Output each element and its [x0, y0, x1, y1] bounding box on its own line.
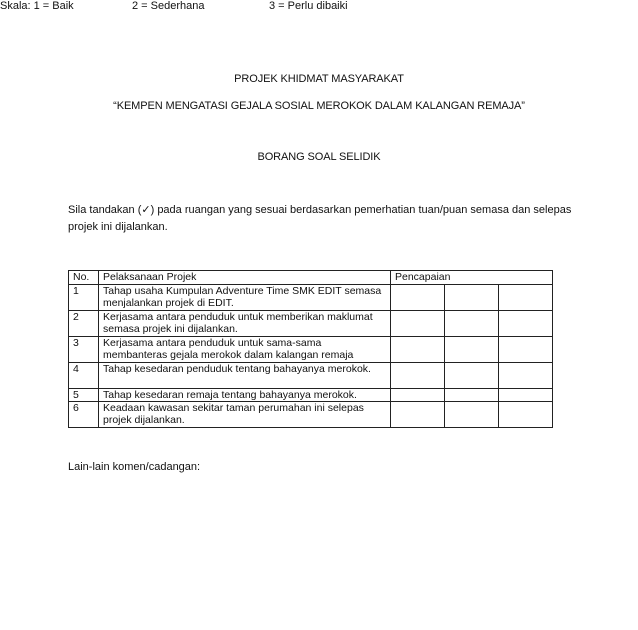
survey-table	[68, 270, 553, 428]
rating-cell-3[interactable]	[499, 363, 553, 389]
rating-cell-3[interactable]	[499, 285, 553, 311]
scale-needs-improvement: 3 = Perlu dibaiki	[269, 0, 348, 12]
rating-cell-3[interactable]	[499, 337, 553, 363]
rating-scale	[0, 0, 500, 16]
header-no: No.	[69, 271, 99, 285]
rating-cell-1[interactable]	[391, 389, 445, 402]
rating-cell-2[interactable]	[445, 285, 499, 311]
scale-moderate: 2 = Sederhana	[132, 0, 205, 12]
row-number: 3	[69, 337, 99, 363]
campaign-title: “KEMPEN MENGATASI GEJALA SOSIAL MEROKOK DALAM KALANGAN REMAJA”	[113, 100, 525, 112]
rating-cell-3[interactable]	[499, 389, 553, 402]
table-header-row	[69, 271, 553, 285]
table-row	[69, 311, 553, 337]
rating-cell-1[interactable]	[391, 337, 445, 363]
row-number: 4	[69, 363, 99, 389]
rating-cell-2[interactable]	[445, 337, 499, 363]
row-number: 5	[69, 389, 99, 402]
table-row	[69, 363, 553, 389]
row-task: Keadaan kawasan sekitar taman perumahan ini selepas projek dijalankan.	[99, 402, 391, 428]
table-row	[69, 389, 553, 402]
row-number: 2	[69, 311, 99, 337]
table-row	[69, 337, 553, 363]
header-score: Pencapaian	[391, 271, 553, 285]
comments-label: Lain-lain komen/cadangan:	[68, 461, 201, 473]
row-task: Kerjasama antara penduduk untuk memberikan maklumat semasa projek ini dijalankan.	[99, 311, 391, 337]
header-task: Pelaksanaan Projek	[99, 271, 391, 285]
rating-cell-1[interactable]	[391, 285, 445, 311]
rating-cell-2[interactable]	[445, 402, 499, 428]
rating-cell-1[interactable]	[391, 311, 445, 337]
table-row	[69, 402, 553, 428]
rating-cell-1[interactable]	[391, 363, 445, 389]
form-title: BORANG SOAL SELIDIK	[257, 151, 381, 163]
row-task: Tahap usaha Kumpulan Adventure Time SMK EDIT semasa menjalankan projek di EDIT.	[99, 285, 391, 311]
rating-cell-1[interactable]	[391, 402, 445, 428]
row-task: Tahap kesedaran remaja tentang bahayanya merokok.	[99, 389, 391, 402]
table-row	[69, 285, 553, 311]
row-number: 1	[69, 285, 99, 311]
instructions: Sila tandakan (✓) pada ruangan yang sesuai berdasarkan pemerhatian tuan/puan semasa dan selepas projek ini dijalankan.	[68, 204, 572, 233]
row-task: Tahap kesedaran penduduk tentang bahayanya merokok.	[99, 363, 391, 389]
rating-cell-3[interactable]	[499, 311, 553, 337]
scale-good: Skala: 1 = Baik	[0, 0, 74, 12]
row-task: Kerjasama antara penduduk untuk sama-sama membanteras gejala merokok dalam kalangan remaja	[99, 337, 391, 363]
row-number: 6	[69, 402, 99, 428]
rating-cell-3[interactable]	[499, 402, 553, 428]
rating-cell-2[interactable]	[445, 389, 499, 402]
project-title: PROJEK KHIDMAT MASYARAKAT	[234, 73, 404, 85]
rating-cell-2[interactable]	[445, 363, 499, 389]
rating-cell-2[interactable]	[445, 311, 499, 337]
